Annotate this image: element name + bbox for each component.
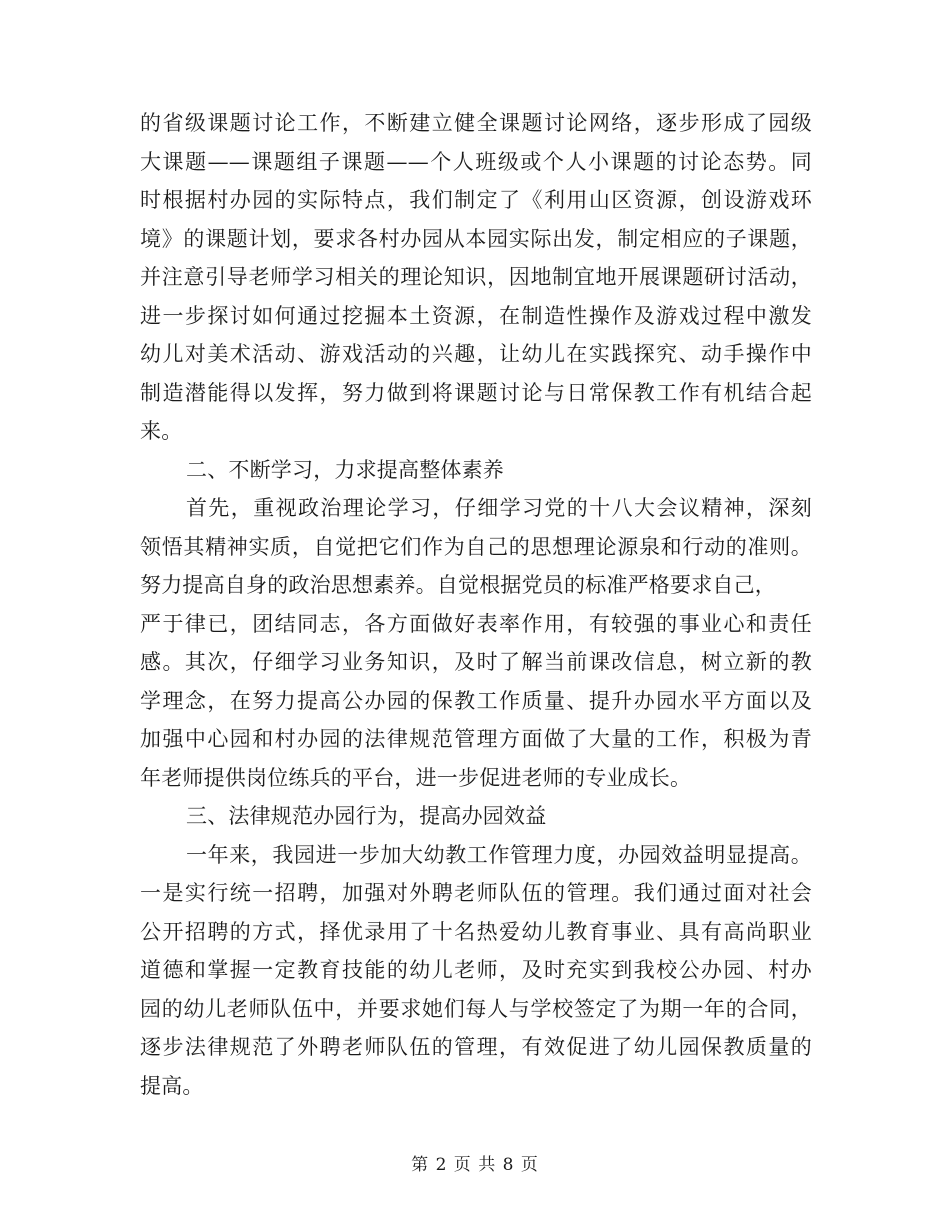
text-line: 时根据村办园的实际特点，我们制定了《利用山区资源，创设游戏环 <box>140 188 812 212</box>
text-line: 感。其次，仔细学习业务知识，及时了解当前课改信息，树立新的教 <box>140 650 812 674</box>
text-line: 道德和掌握一定教育技能的幼儿老师，及时充实到我校公办园、村办 <box>140 958 812 982</box>
text-line: 提高。 <box>140 1073 204 1098</box>
text-line: 年老师提供岗位练兵的平台，进一步促进老师的专业成长。 <box>140 765 692 790</box>
document-body <box>140 104 812 1105</box>
text-line: 公开招聘的方式，择优录用了十名热爱幼儿教育事业、具有高尚职业 <box>140 919 812 944</box>
text-line: 制造潜能得以发挥，努力做到将课题讨论与日常保教工作有机结合起 <box>140 380 812 405</box>
text-line: 逐步法律规范了外聘老师队伍的管理，有效促进了幼儿园保教质量的 <box>140 1035 812 1059</box>
text-line: 境》的课题计划，要求各村办园从本园实际出发，制定相应的子课题， <box>140 226 812 251</box>
text-line: 来。 <box>140 419 183 443</box>
page-number-footer: 第 2 页 共 8 页 <box>411 1155 539 1175</box>
text-line: 首先，重视政治理论学习，仔细学习党的十八大会议精神，深刻 <box>186 496 812 520</box>
text-line: 加强中心园和村办园的法律规范管理方面做了大量的工作，积极为青 <box>140 727 812 751</box>
text-line: 二、不断学习，力求提高整体素养 <box>186 457 504 482</box>
text-line: 一是实行统一招聘，加强对外聘老师队伍的管理。我们通过面对社会 <box>140 881 812 905</box>
text-line: 幼儿对美术活动、游戏活动的兴趣，让幼儿在实践探究、动手操作中 <box>140 342 812 366</box>
text-line: 园的幼儿老师队伍中，并要求她们每人与学校签定了为期一年的合同， <box>140 996 812 1021</box>
text-line: 三、法律规范办园行为，提高办园效益 <box>186 804 547 828</box>
text-line: 并注意引导老师学习相关的理论知识，因地制宜地开展课题研讨活动， <box>140 265 812 289</box>
text-line: 的省级课题讨论工作，不断建立健全课题讨论网络，逐步形成了园级 <box>140 111 812 135</box>
text-line: 严于律已，团结同志，各方面做好表率作用，有较强的事业心和责任 <box>140 611 812 636</box>
text-line: 大课题——课题组子课题——个人班级或个人小课题的讨论态势。同 <box>140 149 812 174</box>
text-line: 领悟其精神实质，自觉把它们作为自己的思想理论源泉和行动的准则。 <box>140 534 812 559</box>
text-line: 一年来，我园进一步加大幼教工作管理力度，办园效益明显提高。 <box>186 842 812 867</box>
text-line: 学理念，在努力提高公办园的保教工作质量、提升办园水平方面以及 <box>140 688 812 713</box>
text-line: 努力提高自身的政治思想素养。自觉根据党员的标准严格要求自己， <box>140 573 776 597</box>
text-line: 进一步探讨如何通过挖掘本土资源，在制造性操作及游戏过程中激发 <box>140 303 812 328</box>
